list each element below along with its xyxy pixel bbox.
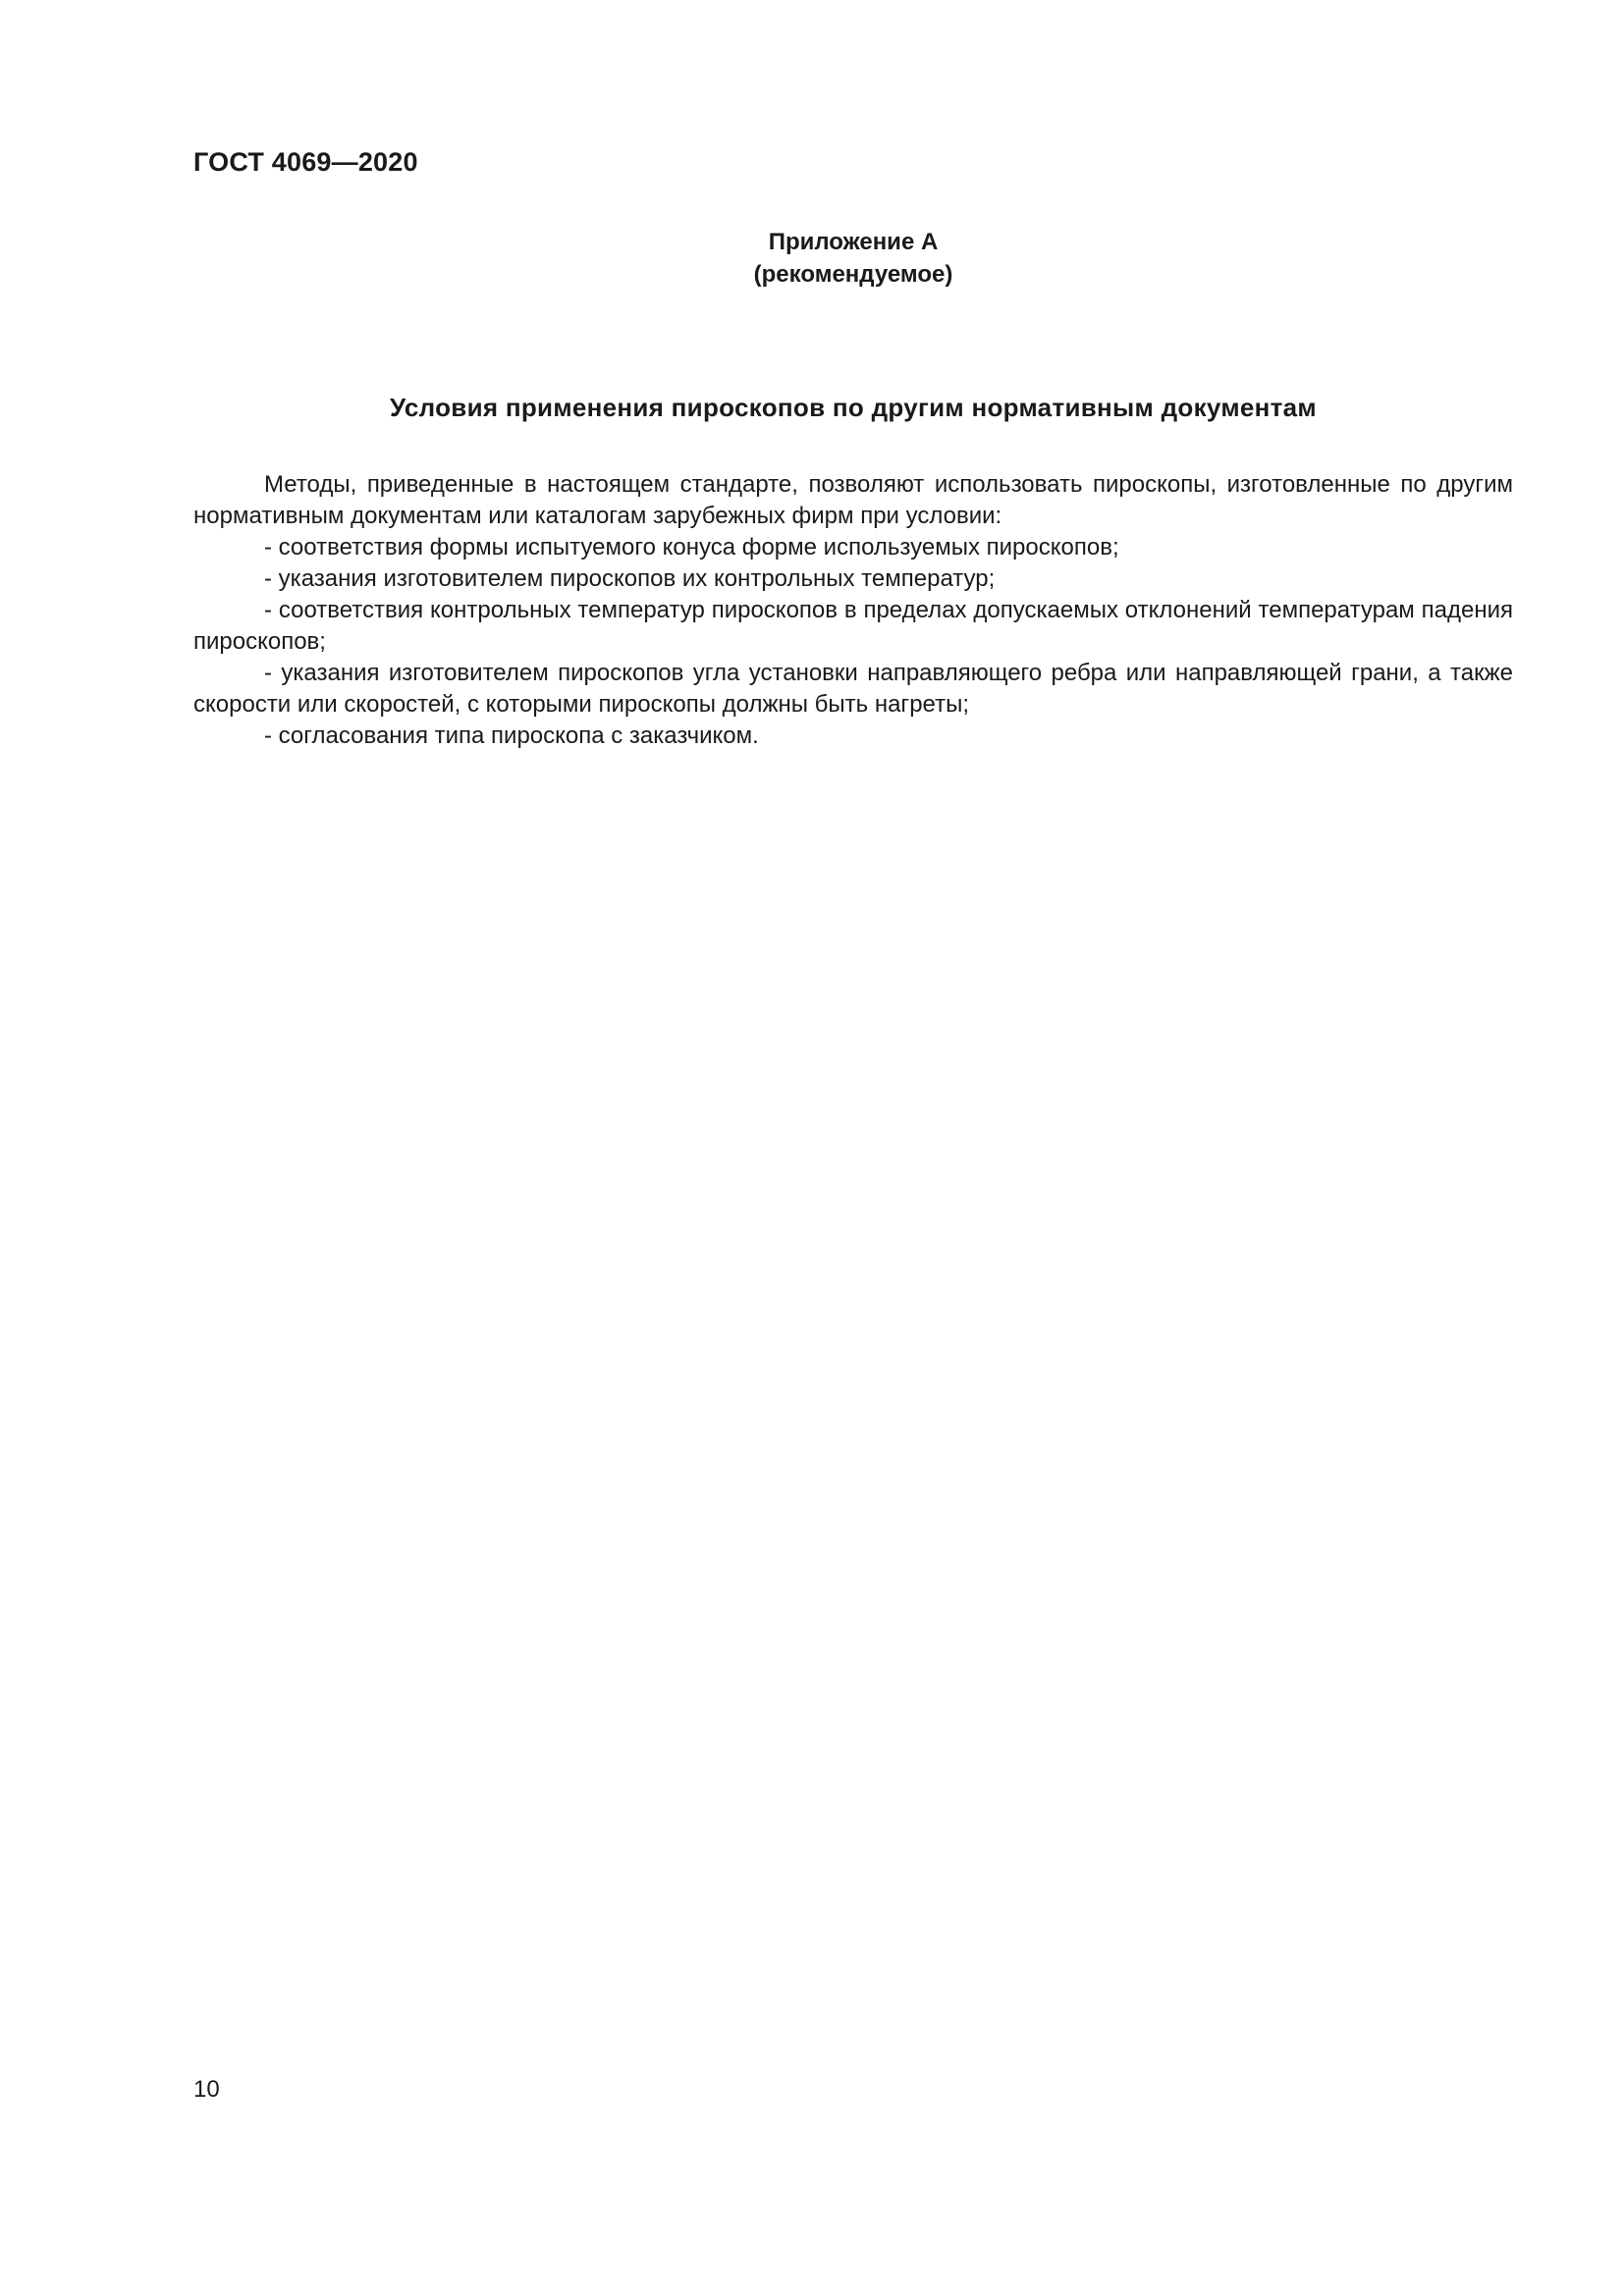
intro-paragraph: Методы, приведенные в настоящем стандарте, позволяют использовать пироскопы, изготовленные по другим нормативным документам или каталогам зарубежных фирм при условии: [193, 471, 1513, 529]
section-title: Условия применения пироскопов по другим нормативным документам [390, 393, 1317, 422]
appendix-status: (рекомендуемое) [753, 261, 953, 288]
appendix-heading [193, 226, 1513, 291]
list-item: - соответствия формы испытуемого конуса форме используемых пироскопов; [264, 534, 1119, 561]
list-item: - указания изготовителем пироскопов угла установки направляющего ребра или направляющей грани, а также скорости или скоростей, с которыми пироскопы должны быть нагреты; [193, 660, 1513, 718]
page-number: 10 [193, 2076, 220, 2103]
appendix-title: Приложение А [768, 229, 939, 255]
document-code-header: ГОСТ 4069—2020 [193, 147, 418, 177]
body-text [193, 469, 1513, 752]
list-item: - указания изготовителем пироскопов их контрольных температур; [264, 565, 996, 592]
list-item: - соответствия контрольных температур пироскопов в пределах допускаемых отклонений температурам падения пироскопов; [193, 597, 1513, 655]
list-item: - согласования типа пироскопа с заказчиком. [264, 722, 759, 749]
